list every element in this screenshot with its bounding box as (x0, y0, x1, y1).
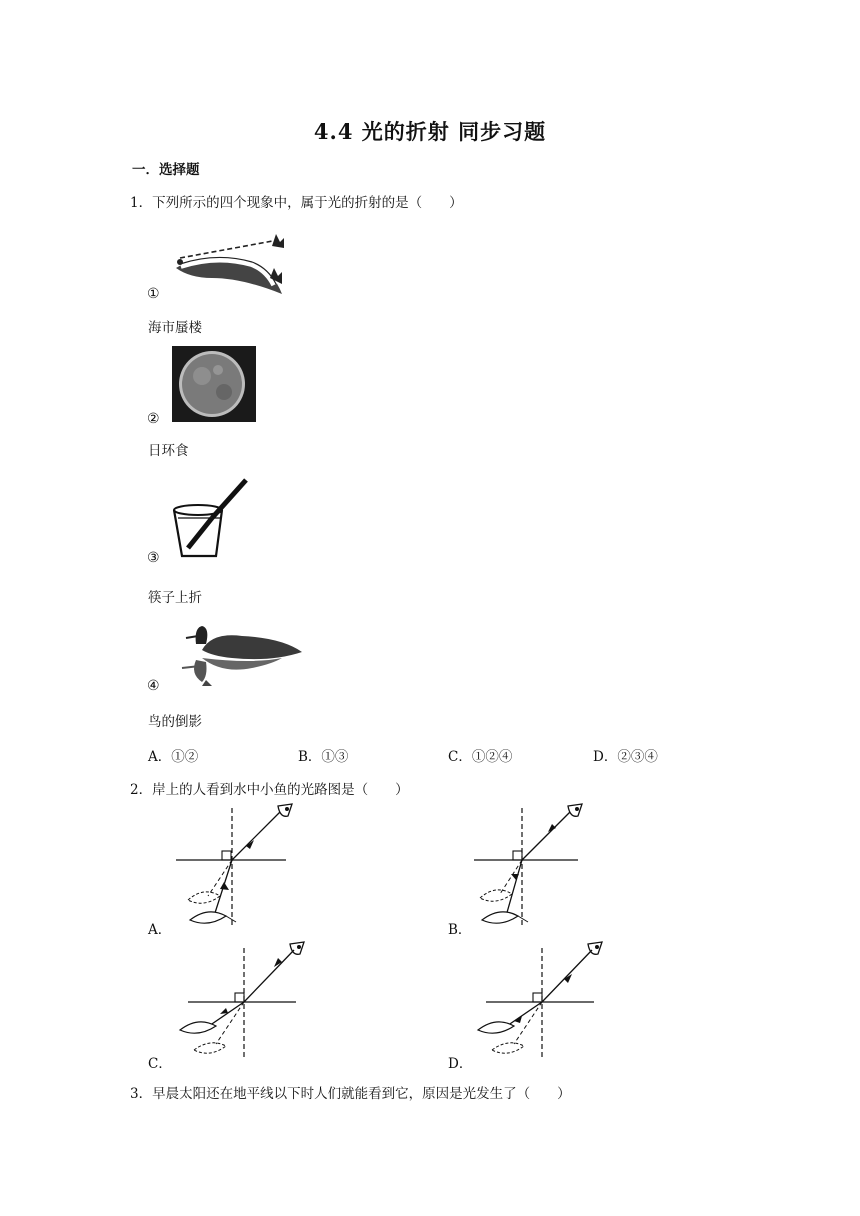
mirage-figure (172, 228, 292, 296)
item-3-number: ③ (147, 550, 160, 566)
option-b[interactable]: B．①③ (298, 749, 349, 765)
item-4-caption: 鸟的倒影 (148, 714, 202, 730)
annular-eclipse-photo (172, 346, 256, 422)
option-d[interactable]: D．②③④ (593, 749, 658, 765)
item-4-number: ④ (147, 678, 160, 694)
item-3-caption: 筷子上折 (148, 590, 202, 606)
diagram-b-label[interactable]: B． (448, 922, 472, 938)
section-heading: 一．选择题 (132, 162, 200, 178)
item-1-caption: 海市蜃楼 (148, 320, 202, 336)
item-1-number: ① (147, 286, 160, 302)
light-path-diagram-d (474, 940, 604, 1062)
question-3-stem: 3．早晨太阳还在地平线以下时人们就能看到它，原因是光发生了（ ） (130, 1086, 571, 1102)
diagram-a-label[interactable]: A． (148, 922, 172, 938)
option-c[interactable]: C．①②④ (448, 749, 513, 765)
question-1-stem: 1．下列所示的四个现象中，属于光的折射的是（ ） (130, 195, 463, 211)
page-title: 4.4 光的折射 同步习题 (313, 119, 547, 144)
light-path-diagram-c (176, 940, 306, 1062)
diagram-d-label[interactable]: D． (448, 1056, 473, 1072)
item-2-caption: 日环食 (148, 443, 189, 459)
item-2-number: ② (147, 411, 160, 427)
option-a[interactable]: A．①② (148, 749, 199, 765)
question-2-stem: 2．岸上的人看到水中小鱼的光路图是（ ） (130, 782, 409, 798)
bird-reflection-photo (172, 620, 304, 690)
chopstick-in-glass-figure (168, 476, 252, 560)
diagram-c-label[interactable]: C． (148, 1056, 172, 1072)
light-path-diagram-a (174, 800, 298, 930)
light-path-diagram-b (472, 800, 596, 930)
